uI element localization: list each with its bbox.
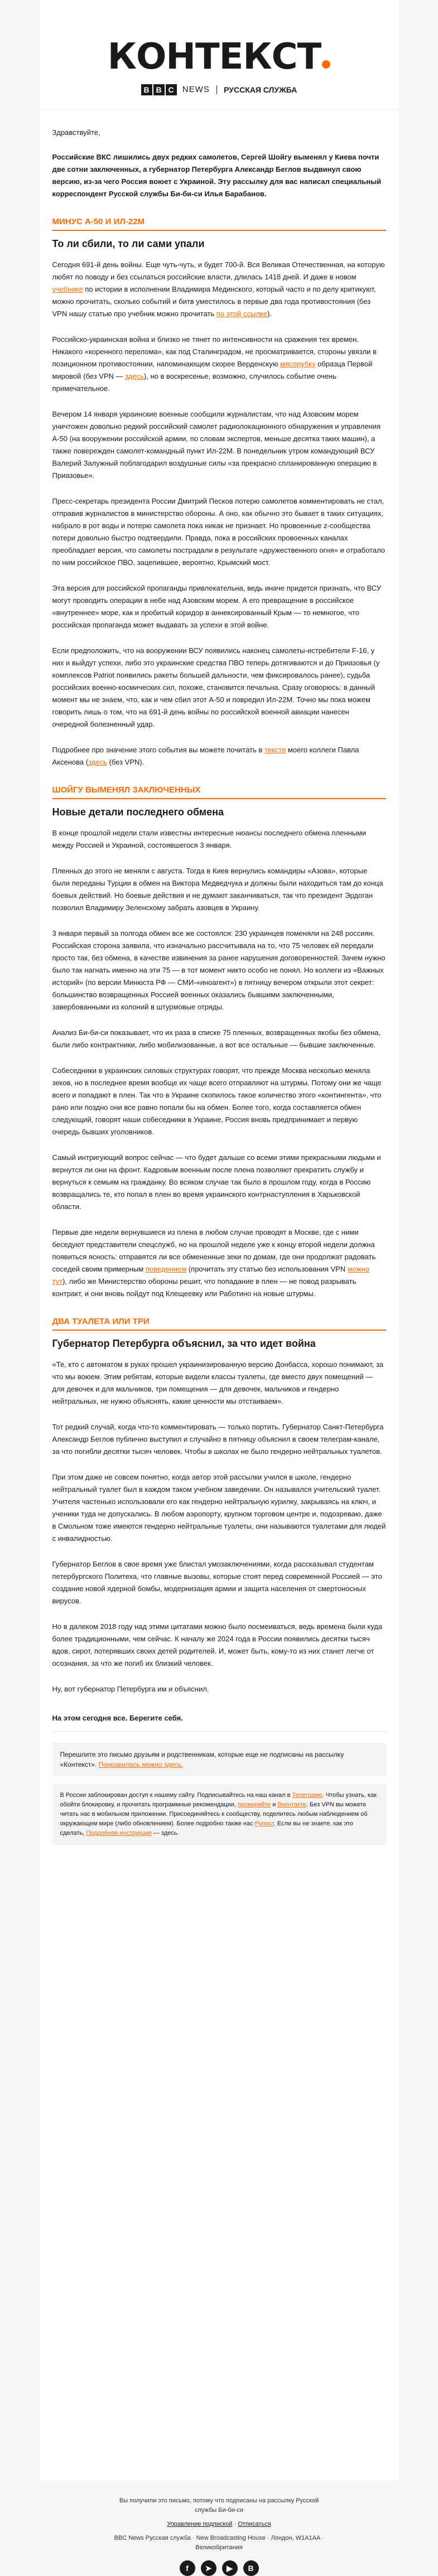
inline-link[interactable]: здесь [88, 758, 107, 766]
text-run: (без VPN). [107, 758, 145, 766]
section-title: Новые детали последнего обмена [52, 806, 224, 818]
vk-link[interactable]: Вконтакте [277, 1801, 306, 1808]
newsletter-footer [0, 2481, 438, 2576]
text-run: Эта версия для российской пропаганды привлекательна, ведь иначе придется признать, что ВСУ могут проводить операции в небе над Азовским морем. А его превращение в российское «внутреннее» море, как и пробитый коридор в аннексированный Крым — то немногое, что российская пропаганда может выдавать за успехи в этой войне. [52, 584, 382, 629]
text-run: Российско-украинская война и близко не тянет по интенсивности на сражения тех времен. Никакого «коренного перелома», как под Сталинградом, не просматривается, стороны увязли в позиционном противостоянии, напоминающем скорее Верденскую [52, 335, 377, 368]
text-run: моего коллеги Павла Аксенова ( [52, 746, 359, 766]
section-title: Губернатор Петербурга объяснил, за что идет война [52, 1338, 316, 1349]
section-paragraph [52, 827, 386, 852]
youtube-icon[interactable]: ▶ [222, 2560, 238, 2576]
telegram-link[interactable]: Телеграме [292, 1792, 323, 1799]
closing-line: На этом сегодня все. Берегите себя. [52, 1712, 386, 1732]
bbc-news-russian-brand [40, 84, 398, 96]
info-text: . Если вы не знаете, как это сделать, [60, 1820, 353, 1836]
footer-separator: · [234, 2521, 237, 2527]
section-paragraph [52, 1558, 386, 1607]
text-run: В конце прошлой недели стали известны интересные нюансы последнего обмена пленными между Россией и Украиной, состоявшегося 3 января. [52, 829, 367, 849]
section-paragraph [52, 1226, 386, 1300]
text-run: Пленных до этого не меняли с августа. Тогда в Киев вернулись командиры «Азова», которые были переданы Турции в обмен на Виктора Медведчука и должны были находиться там до конца боевых действий. Но боевые действия и не думают заканчиваться, так что президент Эрдоган позволил Владимиру Зеленскому забрать азовцев в Украину. [52, 867, 383, 912]
inline-link[interactable]: мясорубку [280, 360, 316, 368]
blocking-info-box [52, 1784, 386, 1845]
section-paragraph [52, 927, 386, 1013]
text-run: Подробнее про значение этого события вы можете почитать в [52, 746, 264, 754]
text-run: Пресс-секретарь президента России Дмитрий Песков потерю самолетов комментировать не стал, отправив журналистов в министерство обороны. А оно, как обычно это бывает в таких ситуациях, набрало в рот воды и потерю самолета пока никак не признает. Но провоенные z-сообщества потери довольно быстро подтвердили. Правда, пока в российских провоенных каналах преобладает версия, что самолеты пострадали в результате «дружественного огня» и отработало по ним российское ПВО, зацепившее, вероятно, Крымский мост. [52, 497, 386, 567]
section-paragraph [52, 1359, 386, 1408]
text-run: (прочитать эту статью без использования VPN [186, 1265, 348, 1273]
instruction-link[interactable]: Подробная инструкция [86, 1830, 152, 1836]
info-text: В России заблокирован доступ к нашему сайту. Подписывайтесь на наш канал в [60, 1792, 292, 1799]
footer-address: BBC News Русская служба · New Broadcasting House · Лондон, W1A1AA · [114, 2535, 324, 2541]
section-paragraph [52, 1621, 386, 1670]
forward-note-text: Перешлите это письмо друзьям и родственникам, которые еще не подписаны на рассылку «Контекст». [60, 1751, 344, 1768]
text-run: Ну, вот губернатор Петербурга им и объяснил. [52, 1685, 209, 1693]
telegram-icon[interactable]: ➤ [201, 2560, 216, 2576]
section-paragraph [52, 1152, 386, 1213]
section-paragraph [52, 645, 386, 731]
greeting: Здравствуйте, [52, 128, 100, 137]
news-word: NEWS [182, 85, 210, 95]
bbc-letter: B [141, 84, 152, 95]
newsletter-header [40, 0, 398, 110]
manage-subscription-link[interactable]: Управление подпиской [167, 2521, 233, 2527]
check-link[interactable]: проверяйте [238, 1801, 271, 1808]
text-run: «Те, кто с автоматом в руках прошел украинизированную версию Донбасса, хорошо понимают, за что мы воюем. Этим ребятам, которые видели классы туалеты, где вместо двух помещений — для девочек и для мальчиков, три помещения — для девочек, мальчиков и гендерно нейтральных, не нужно объяснять, какие ценности мы отстаиваем». [52, 1360, 384, 1405]
section-paragraph [52, 495, 386, 569]
footer-address: Великобритания [195, 2544, 243, 2551]
inline-link[interactable]: здесь [125, 372, 144, 380]
text-run: Первые две недели вернувшиеся из плена в любом случае проводят в Москве, где с ними беседуют представители спецслужб, но на прошлой неделе уже к концу второй недели должна появиться ясность: отправятся ли все обмененные зеки по домам, где они продолжат радовать соседей своим примерным [52, 1228, 376, 1273]
section-paragraph [52, 1683, 386, 1695]
section-paragraph [52, 1027, 386, 1051]
bbc-logo [141, 84, 177, 95]
brand-divider [216, 85, 217, 94]
forward-note-link[interactable]: Понравилась можно здесь. [98, 1761, 184, 1768]
text-run: ), либо же Министерство обороны решит, что попадание в плен — не повод разрывать контракт, и они вновь пойдут под Клещеевку или Работино на новые штурмы. [52, 1277, 357, 1298]
text-run: Губернатор Беглов в свое время уже блистал умозаключениями, когда рассказывал студентам петербургского Политеха, что главные вызовы, которые стоят перед современной Россией — это создание новой ядерной бомбы, модернизация армии и защита населения от смертоносных вирусов. [52, 1560, 382, 1605]
text-run: Вечером 14 января украинские военные сообщили журналистам, что над Азовским морем уничтожен довольно редкий российский самолет радиолокационного обнаружения и управления А-50 (на вооружении российской армии, по словам экспертов, меньше десятка таких машин), а также повережден самолет-командный пункт Ил-22М. В понедельник утром командующий ВСУ Валерий Залужный поблагодарил воздушные силы «за прекрасно спланированную операцию в Приазовье». [52, 410, 381, 480]
unsubscribe-link[interactable]: Отписаться [238, 2521, 271, 2527]
section-paragraph [52, 865, 386, 914]
section-label: ДВА ТУАЛЕТА ИЛИ ТРИ [52, 1317, 386, 1331]
footer-line: Вы получили это письмо, потому что подписаны на рассылку Русской [119, 2497, 319, 2504]
text-run: Сегодня 691-й день войны. Еще чуть-чуть, и будет 700-й. Вся Великая Отечественная, на которую любят по поводу и без ссылаться российские власти, длилась 1418 дней. И даже в новом [52, 260, 385, 281]
text-run: 3 января первый за полгода обмен все же состоялся: 230 украинцев поменяли на 248 россиян. Российская сторона заявила, что изначально рассчитывала на то, что 75 человек ей передали просто так, без обмена, в качестве извинения за ранее нарушения договоренностей. Зачем нужно было так нагнать именно на эти 75 — в тот момент никто особо не понял. Но коллеги из «Важных историй» (по версии Минюста РФ — СМИ-«иноагент») в пятницу вечером открыли этот секрет: большинство возвращенных Россией военных оказались бывшими заключенными, завербованными из колоний в штурмовые отряды. [52, 929, 386, 1011]
rupost-link[interactable]: Рупост [254, 1820, 274, 1827]
inline-link[interactable]: по этой ссылке [216, 310, 268, 318]
social-links [0, 2560, 438, 2576]
section-label: ШОЙГУ ВЫМЕНЯЛ ЗАКЛЮЧЕННЫХ [52, 785, 386, 799]
section-paragraph [52, 408, 386, 482]
logo-dot-icon [322, 60, 330, 69]
forward-note [52, 1743, 386, 1776]
text-run: образца Первой мировой (без VPN — [52, 360, 373, 380]
info-text: . Без VPN вы можете читать нас в мобильном приложении. Присоединяйтесь к сообществу, поделитесь любым наблюдением об окружающем мире (либо обновлением). Более подробно также нас [60, 1801, 368, 1827]
inline-link[interactable]: можно тут [52, 1265, 369, 1285]
section-paragraph [52, 334, 386, 395]
footer-line: службы Би-би-си [194, 2507, 244, 2514]
info-text: и [271, 1801, 278, 1808]
footer-links [0, 2520, 438, 2529]
info-text: — здесь. [151, 1830, 179, 1836]
text-run: Собеседники в украинских силовых структурах говорят, что прежде Москва несколько меняла зеков, но в последнее время вообще их чаще всего отправляют на штурмы. Потому они же чаще всего и попадают в плен. Так что в Украине скопилось такое количество этого «контингента», что рано или поздно они все равно попали бы на обмен. Более того, когда составляется обмен следующий, говорят наши собеседники в Украине, Россия вновь предпринимает и первую очередь бывших уголовников. [52, 1066, 382, 1136]
text-run: Но в далеком 2018 году над этими цитатами можно было посмеиваться, ведь времена были куда более традиционными, чем сейчас. К началу же 2024 года в России появились десятки тысяч вдов, сирот, потерявших своих детей родителей. И, может быть, кому-то из них станет легче от осознания, за что же погиб их близкий человек. [52, 1622, 383, 1668]
bbc-letter: C [166, 84, 177, 95]
bbc-letter: B [153, 84, 165, 95]
info-text: . Чтобы узнать, как обойти блокировку, и прочитать программные рекомендации, [60, 1792, 377, 1808]
text-run: Если предположить, что на вооружении ВСУ появились наконец самолеты-истребители F-16, у них и выйдут успехи, либо это украинские средства ПВО теперь дотягиваются и до Приазовья (у комплексов Patriot появились ракеты большей дальности, чем фиксировалось ранее), судьба российских военно-космических сил, похоже, становится печальна. Сразу оговорюсь: в данный момент мы не знаем, что, как и чем сбил этот А-50 и повредил Ил-22М. Точно мы пока можем говорить лишь о том, что на 691-й день войны по российской военной авиации нанесен очередной болезненный удар. [52, 646, 380, 728]
section-paragraph [52, 744, 386, 769]
sections-container [52, 217, 386, 1695]
text-run: Анализ Би-би-си показывает, что их раза в списке 75 пленных, возвращенных якобы без обмена, были либо контрактники, либо мобилизованные, а вот все остальные — бывшие заключенные. [52, 1028, 381, 1049]
section-title: То ли сбили, то ли сами упали [52, 238, 205, 249]
section-label: МИНУС А-50 И ИЛ-22М [52, 217, 386, 231]
text-run: При этом даже не совсем понятно, когда автор этой рассылки учился в школе, гендерно нейтральный туалет был в каждом таком учебном заведении. Он назывался учительский туалет. Учителя частенько использовали его как гендерно нейтральную курилку, закрываясь на ключ, и ученики туда не допускались. В любом аэропорту, крупном торговом центре и, подозреваю, даже в Смольном тоже имеются гендерно нейтральные туалеты, они называются туалетами для людей с инвалидностью. [52, 1473, 386, 1543]
text-run: ), но в воскресенье, возможно, случилось событие очень примечательное. [52, 372, 336, 393]
section-paragraph [52, 582, 386, 631]
newsletter-body [40, 110, 398, 1845]
section-paragraph [52, 1065, 386, 1138]
section-paragraph [52, 1471, 386, 1545]
intro-paragraph: Российские ВКС лишились двух редких самолетов, Сергей Шойгу выменял у Киева почти две сотни заключенных, а губернатор Петербурга Александр Беглов выдвинул свою версию, из-за чего Россия воюет с Украиной. Эту рассылку для вас написал специальный корреспондент Русской службы Би-би-си Илья Барабанов. [52, 153, 382, 198]
vk-icon[interactable]: В [243, 2560, 259, 2576]
facebook-icon[interactable]: f [180, 2560, 195, 2576]
text-run: ). [267, 310, 272, 318]
inline-link[interactable]: поведением [145, 1265, 187, 1273]
section-paragraph [52, 259, 386, 320]
inline-link[interactable]: тексте [264, 746, 286, 754]
logo-text: КОНТЕКСТ [107, 36, 321, 78]
section-paragraph [52, 1421, 386, 1458]
service-name: РУССКАЯ СЛУЖБА [224, 85, 297, 95]
text-run: по истории в исполнении Владимира Мединского, который часто и по делу критикуют, можно прочитать, сколько событий и битв уместилось в первые два года противостояния (без VPN нашу статью про учебник можно прочитать [52, 285, 376, 318]
text-run: Самый интригующий вопрос сейчас — что будет дальше со всеми этими прекрасными людьми и вернутся ли они на фронт. Кадровым военным после плена позволяют прекратить службу и вернуться к семьям на гражданку. Во всяком случае так было в прошлом году, когда в Россию возвращались те, кто попал в плен во время украинского контрнаступления в Харьковской области. [52, 1153, 381, 1211]
inline-link[interactable]: учебнике [52, 285, 83, 293]
text-run: Тот редкий случай, когда что-то комментировать — только портить. Губернатор Санкт-Петербурга Александр Беглов публично выступил и случайно в пятницу объяснил в своем телеграм-канале, за что погибли десятки тысяч человек. Чтобы в школах не было гендерно нейтральных туалетов. [52, 1423, 384, 1456]
newsletter-frame [40, 0, 398, 2481]
kontekst-logo[interactable] [40, 36, 398, 78]
